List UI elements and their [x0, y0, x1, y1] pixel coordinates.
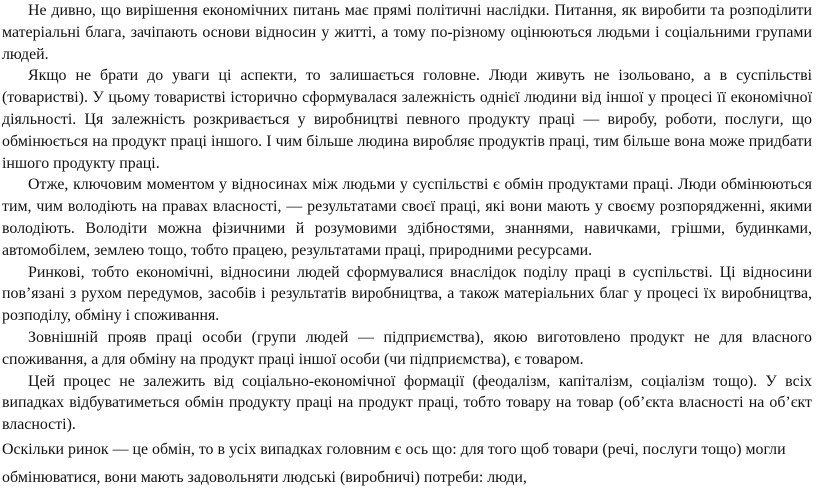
paragraph-political-consequences: Не дивно, що вирішення економічних питань має прямі політичні наслідки. Питання, як виробити та розподілити матеріальні блага, зачіпають основи відносин у житті, а тому по-різному оцінюються людьми і соціальними групами людей. — [2, 2, 812, 63]
paragraph-exchange-of-products: Отже, ключовим моментом у відносинах між людьми у суспільстві є обмін продуктами праці. Люди обмінюються тим, чим володіють на правах власності, — результатами своєї праці, які вони мають у своєму розпорядженні, якими володіють. Володіти можна фізичними й розумовими здібностями, знаннями, навичками, грішми, будинками, автомобілем, землею тощо, тобто працею, результатами праці, природними ресурсами. — [2, 176, 812, 259]
paragraph-society-dependence: Якщо не брати до уваги ці аспекти, то залишається головне. Люди живуть не ізольовано, а в суспільстві (товаристві). У цьому товаристві історично сформувалася залежність однієї людини від іншої у процесі її економічної діяльності. Ця залежність розкривається у виробництві певного продукту праці — виробу, роботи, послуги, що обмінюється на продукт праці іншого. І чим більше людина виробляє продуктів праці, тим більше вона може придбати іншого продукту праці. — [2, 67, 812, 172]
paragraph-market-is-exchange: Оскільки ринок — це обмін, то в усіх випадках головним є ось що: для того щоб товари (речі, послуги тощо) могли обмінюватися, вони мають задовольняти людські (виробничі) потреби: люди, — [2, 440, 786, 486]
paragraph-market-relations: Ринкові, тобто економічні, відносини людей сформувалися внаслідок поділу праці в суспільстві. Ці відносини пов’язані з рухом передумов, засобів і результатів виробництва, а також матеріальних благ у процесі їх виробництва, розподілу, обміну і споживання. — [2, 263, 812, 325]
paragraph-definition-of-commodity: Зовнішній прояв праці особи (групи людей — підприємства), якою виготовлено продукт не для власного споживання, а для обміну на продукт праці іншої особи (чи підприємства), є товаром. — [2, 328, 812, 368]
paragraph-socio-economic-formation: Цей процес не залежить від соціально-економічної формації (феодалізм, капіталізм, соціалізм тощо). У всіх випадках відбуватиметься обмін продукту праці на продукт праці, тобто товару на товар (об’єкта власності на об’єкт власності). — [2, 372, 812, 434]
